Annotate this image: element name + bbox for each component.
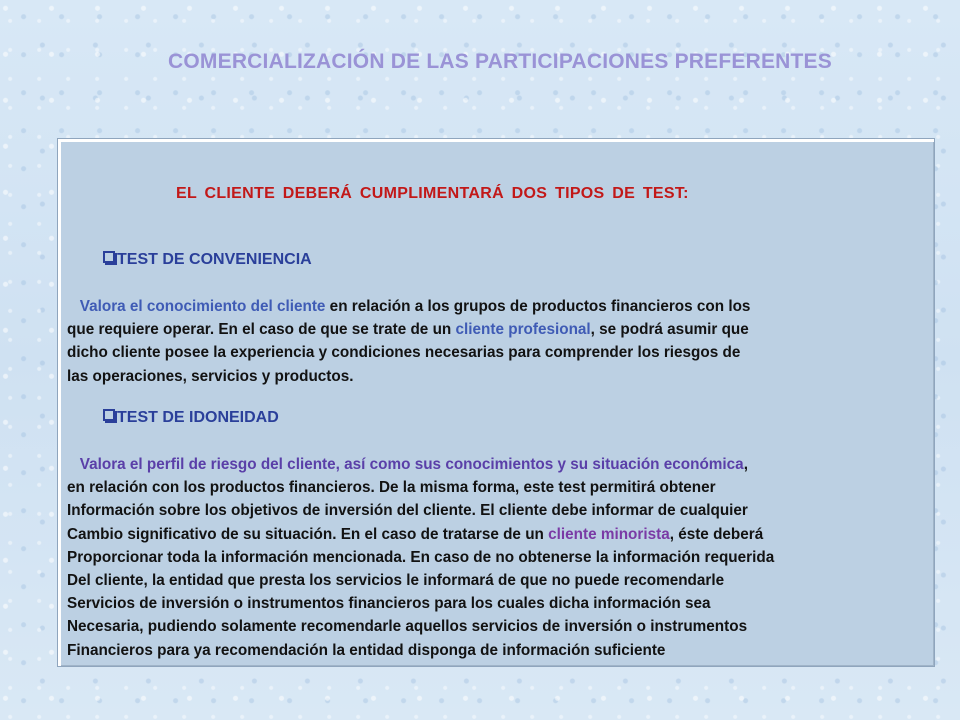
section-convenience-label <box>103 251 312 269</box>
paragraph-text: , se podrá asumir que <box>590 321 749 339</box>
section-label-text: TEST DE CONVENIENCIA <box>117 251 312 268</box>
content-panel <box>57 138 935 667</box>
paragraph-text: las operaciones, servicios y productos. <box>67 367 354 385</box>
paragraph-text: Proporcionar toda la información mencionada. En caso de no obtenerse la información requerida <box>67 548 775 566</box>
paragraph-text: dicho cliente posee la experiencia y condiciones necesarias para comprender los riesgos de <box>67 344 741 362</box>
paragraph-highlight: Valora el conocimiento del cliente <box>79 298 326 315</box>
paragraph-text: Servicios de inversión o instrumentos financieros para los cuales dicha información sea <box>67 595 711 613</box>
paragraph-text: Del cliente, la entidad que presta los servicios le informará de que no puede recomendarle <box>67 572 725 590</box>
convenience-paragraph <box>67 295 935 388</box>
section-suitability-label <box>103 409 279 427</box>
suitability-paragraph <box>67 453 935 662</box>
checkbox-bullet-icon <box>103 251 115 263</box>
paragraph-highlight: cliente minorista <box>548 525 670 543</box>
paragraph-text: en relación a los grupos de productos financieros con los <box>325 298 751 315</box>
section-label-text: TEST DE IDONEIDAD <box>117 409 279 426</box>
paragraph-highlight: cliente profesional <box>455 321 591 339</box>
paragraph-text: que requiere operar. En el caso de que se trate de un <box>67 321 456 339</box>
paragraph-text: Necesaria, pudiendo solamente recomendarle aquellos servicios de inversión o instrumentos <box>67 618 748 636</box>
paragraph-text: Cambio significativo de su situación. En el caso de tratarse de un <box>67 525 549 543</box>
panel-heading: EL CLIENTE DEBERÁ CUMPLIMENTARÁ DOS TIPOS DE TEST: <box>176 185 689 202</box>
slide-title: COMERCIALIZACIÓN DE LAS PARTICIPACIONES PREFERENTES <box>168 50 832 73</box>
paragraph-text: , <box>743 456 748 473</box>
paragraph-text: Financieros para ya recomendación la entidad disponga de información suficiente <box>67 641 666 659</box>
checkbox-bullet-icon <box>103 409 115 421</box>
paragraph-text: , éste deberá <box>669 525 764 543</box>
paragraph-text: Información sobre los objetivos de inversión del cliente. El cliente debe informar de cualquier <box>67 502 748 520</box>
paragraph-highlight: Valora el perfil de riesgo del cliente, así como sus conocimientos y su situación económica <box>79 456 744 473</box>
paragraph-text: en relación con los productos financieros. De la misma forma, este test permitirá obtener <box>67 479 716 497</box>
